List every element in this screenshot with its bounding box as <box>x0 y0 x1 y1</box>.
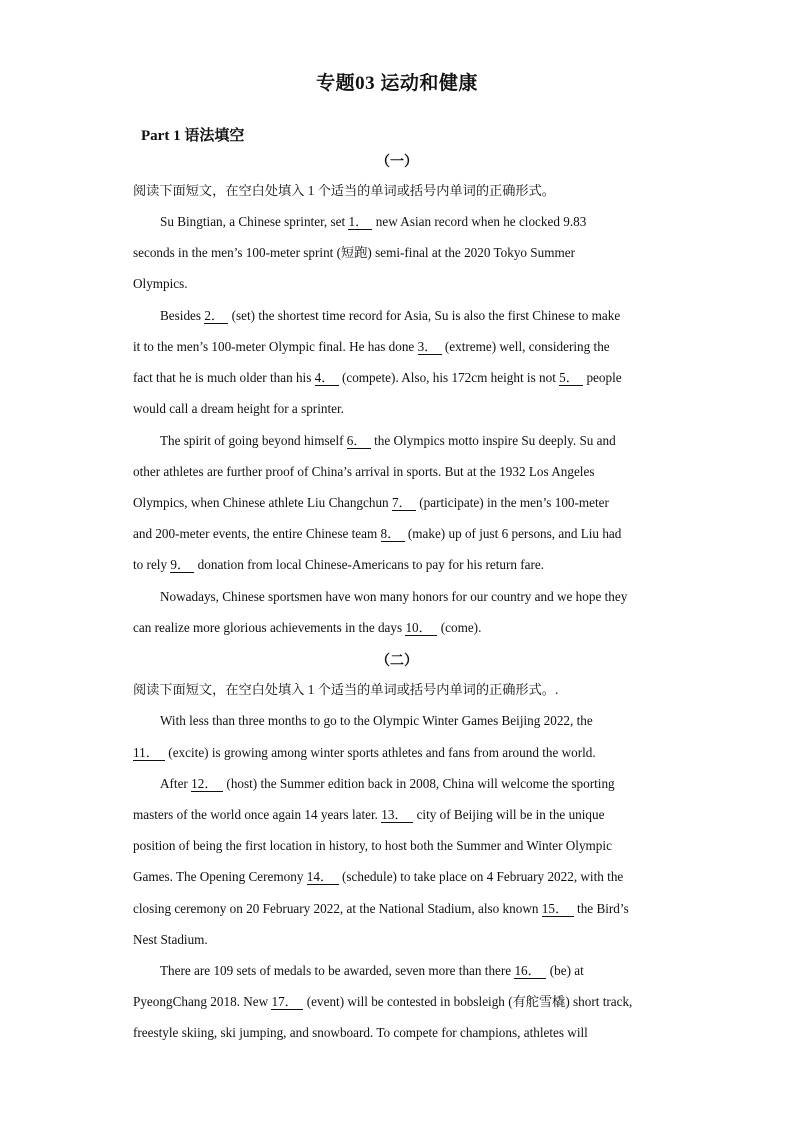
section-instruction-2: 阅读下面短文，在空白处填入 1 个适当的单词或括号内单词的正确形式。. <box>133 682 559 697</box>
passage-line: Games. The Opening Ceremony 14． (schedule) to take place on 4 February 2022, with the <box>133 869 624 884</box>
passage-line: PyeongChang 2018. New 17． (event) will be contested in bobsleigh (有舵雪橇) short track, <box>133 994 633 1009</box>
answer-blank-3[interactable]: 3． <box>418 339 442 355</box>
passage-line: The spirit of going beyond himself 6． the Olympics motto inspire Su deeply. Su and <box>160 433 616 448</box>
passage-line: fact that he is much older than his 4． (compete). Also, his 172cm height is not 5． people <box>133 370 622 385</box>
passage-line: masters of the world once again 14 years later. 13． city of Beijing will be in the unique <box>133 807 605 822</box>
passage-line: Nest Stadium. <box>133 932 208 947</box>
passage-line: Nowadays, Chinese sportsmen have won many honors for our country and we hope they <box>160 589 628 604</box>
passage-line: freestyle skiing, ski jumping, and snowboard. To compete for champions, athletes will <box>133 1025 588 1040</box>
passage-line: Besides 2． (set) the shortest time record for Asia, Su is also the first Chinese to make <box>160 308 621 323</box>
section-heading-2: （二） <box>376 654 418 669</box>
answer-blank-17[interactable]: 17． <box>271 994 303 1010</box>
passage-line: With less than three months to go to the Olympic Winter Games Beijing 2022, the <box>160 713 593 728</box>
answer-blank-16[interactable]: 16． <box>514 963 546 979</box>
passage-line: can realize more glorious achievements in the days 10． (come). <box>133 620 482 635</box>
passage-line: There are 109 sets of medals to be awarded, seven more than there 16． (be) at <box>160 963 584 978</box>
passage-line: position of being the first location in history, to host both the Summer and Winter Olympic <box>133 838 612 853</box>
passage-line: Olympics, when Chinese athlete Liu Changchun 7． (participate) in the men’s 100-meter <box>133 495 609 510</box>
answer-blank-2[interactable]: 2． <box>204 308 228 324</box>
answer-blank-1[interactable]: 1． <box>348 214 372 230</box>
passage-line: and 200-meter events, the entire Chinese team 8． (make) up of just 6 persons, and Liu had <box>133 526 622 541</box>
passage-line: seconds in the men’s 100-meter sprint (短跑) semi-final at the 2020 Tokyo Summer <box>133 245 575 260</box>
passage-line: 11． (excite) is growing among winter sports athletes and fans from around the world. <box>133 745 596 760</box>
answer-blank-5[interactable]: 5． <box>559 370 583 386</box>
answer-blank-10[interactable]: 10． <box>405 620 437 636</box>
answer-blank-15[interactable]: 15． <box>542 901 574 917</box>
answer-blank-11[interactable]: 11． <box>133 745 165 761</box>
passage-line: After 12． (host) the Summer edition back in 2008, China will welcome the sporting <box>160 776 615 791</box>
passage-line: closing ceremony on 20 February 2022, at the National Stadium, also known 15． the Bird’s <box>133 901 629 916</box>
answer-blank-13[interactable]: 13． <box>381 807 413 823</box>
passage-line: to rely 9． donation from local Chinese-Americans to pay for his return fare. <box>133 557 545 572</box>
answer-blank-4[interactable]: 4． <box>315 370 339 386</box>
page-title: 专题03 运动和健康 <box>316 73 478 94</box>
passage-line: Olympics. <box>133 276 188 291</box>
part-heading: Part 1 语法填空 <box>141 128 245 144</box>
passage-line: would call a dream height for a sprinter. <box>133 401 344 416</box>
passage-line: Su Bingtian, a Chinese sprinter, set 1． new Asian record when he clocked 9.83 <box>160 214 587 229</box>
answer-blank-6[interactable]: 6． <box>347 433 371 449</box>
section-heading-1: （一） <box>376 155 418 170</box>
answer-blank-12[interactable]: 12． <box>191 776 223 792</box>
answer-blank-8[interactable]: 8． <box>381 526 405 542</box>
answer-blank-9[interactable]: 9． <box>170 557 194 573</box>
passage-line: it to the men’s 100-meter Olympic final. He has done 3． (extreme) well, considering the <box>133 339 610 354</box>
answer-blank-14[interactable]: 14． <box>307 869 339 885</box>
section-instruction-1: 阅读下面短文，在空白处填入 1 个适当的单词或括号内单词的正确形式。 <box>133 183 555 198</box>
passage-line: other athletes are further proof of China’s arrival in sports. But at the 1932 Los Angeles <box>133 464 595 479</box>
answer-blank-7[interactable]: 7． <box>392 495 416 511</box>
